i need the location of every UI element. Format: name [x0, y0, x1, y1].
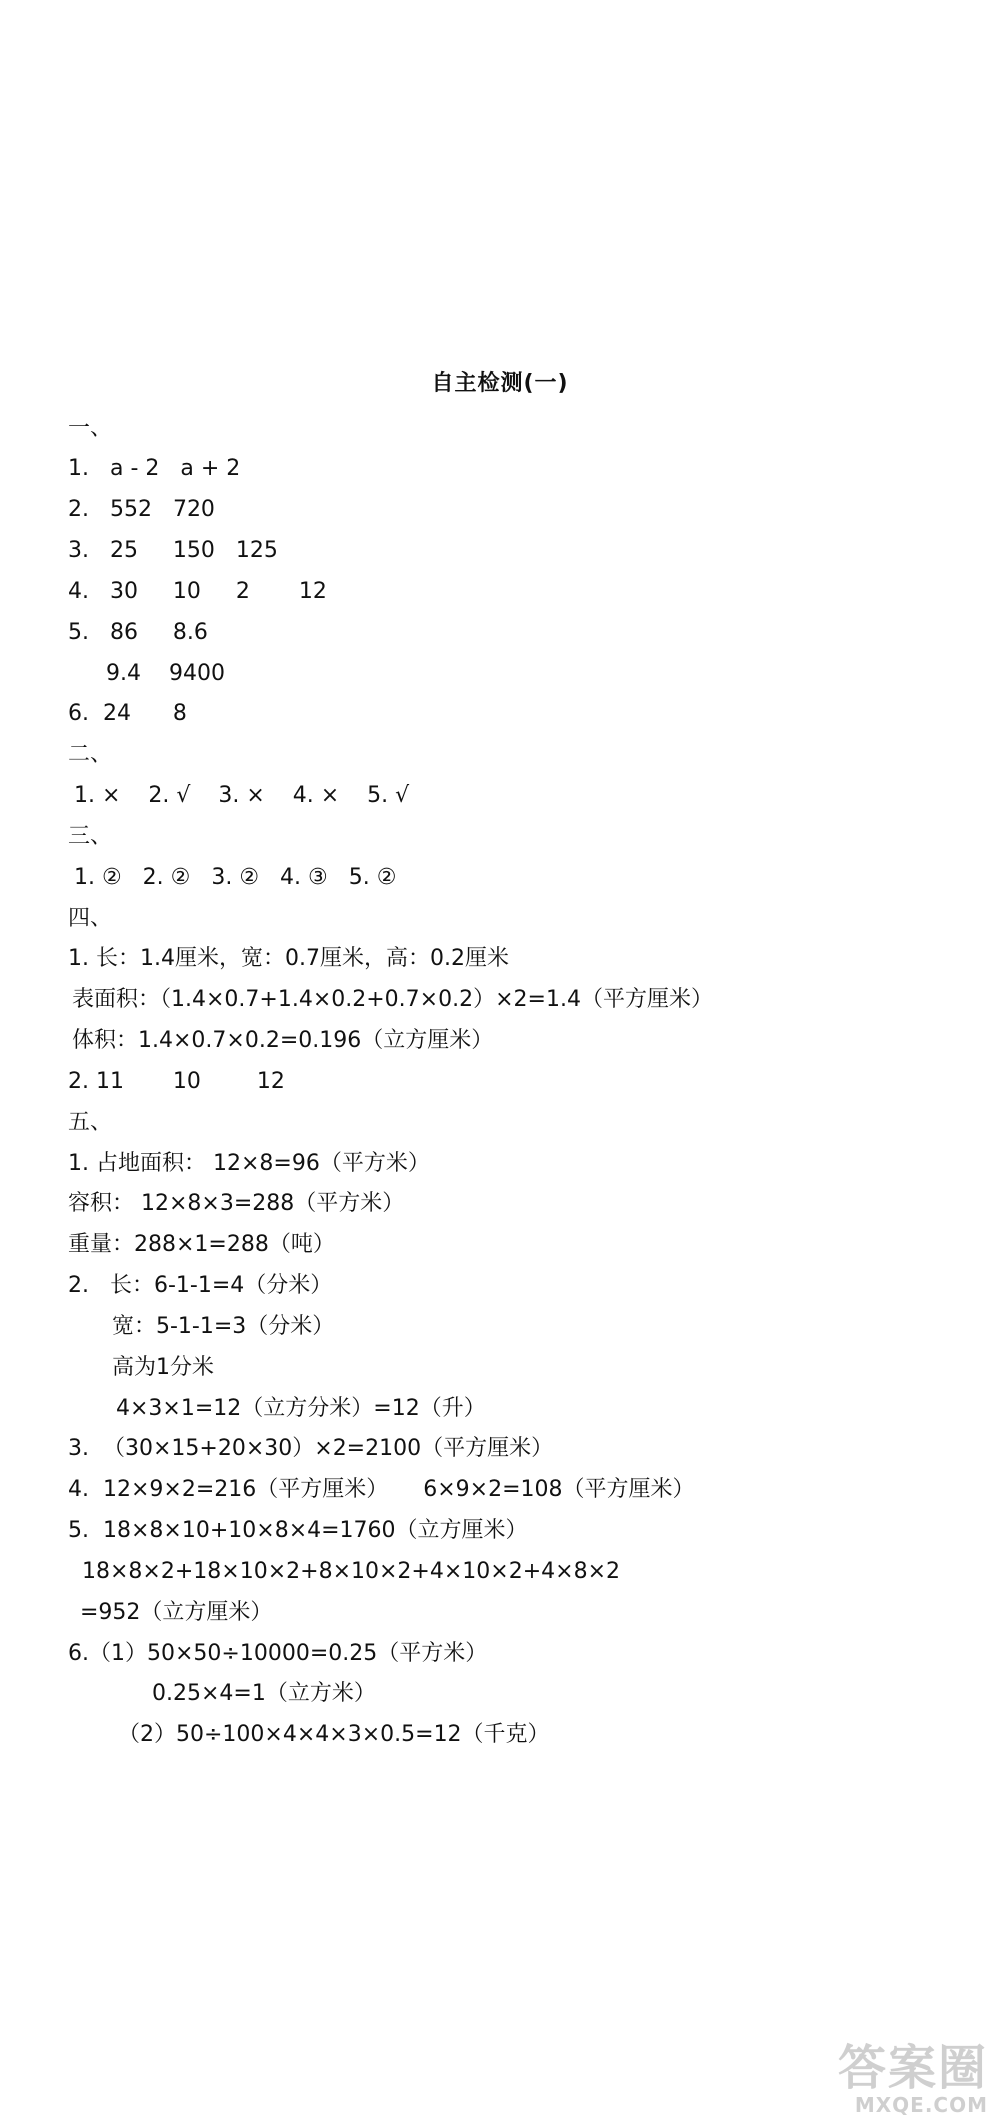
answer-line: 1. a - 2 a + 2 — [68, 456, 241, 481]
answer-line: 4×3×1=12（立方分米）=12（升） — [116, 1396, 486, 1421]
watermark-logo-text: 答案圈 — [837, 2040, 988, 2096]
answer-line: 1. × 2. √ 3. × 4. × 5. √ — [74, 783, 410, 808]
section-header-2: 二、 — [68, 742, 113, 767]
answer-line: （2）50÷100×4×4×3×0.5=12（千克） — [118, 1722, 550, 1747]
section-header-1: 一、 — [68, 416, 113, 441]
answer-line: 3. 25 150 125 — [68, 538, 278, 563]
answer-line: 4. 30 10 2 12 — [68, 579, 327, 604]
answer-line: 5. 86 8.6 — [68, 620, 208, 645]
answer-line: 2. 11 10 12 — [68, 1069, 285, 1094]
answer-line: 高为1分米 — [112, 1355, 214, 1380]
answer-line: 1. 占地面积： 12×8=96（平方米） — [68, 1151, 430, 1176]
answer-line: 重量：288×1=288（吨） — [68, 1232, 335, 1257]
answer-line: 1. ② 2. ② 3. ② 4. ③ 5. ② — [74, 865, 397, 890]
answer-line: 18×8×2+18×10×2+8×10×2+4×10×2+4×8×2 — [82, 1559, 621, 1584]
answer-line: 容积： 12×8×3=288（平方米） — [68, 1191, 405, 1216]
answer-line: 2. 长：6-1-1=4（分米） — [68, 1273, 333, 1298]
answer-line: 2. 552 720 — [68, 497, 215, 522]
answer-line: 5. 18×8×10+10×8×4=1760（立方厘米） — [68, 1518, 528, 1543]
watermark-url: MXQE.COM — [854, 2093, 988, 2117]
site-watermark — [788, 2042, 988, 2120]
answer-line: 6.（1）50×50÷10000=0.25（平方米） — [68, 1641, 488, 1666]
answer-line: 4. 12×9×2=216（平方厘米） 6×9×2=108（平方厘米） — [68, 1477, 695, 1502]
answer-line: 6. 24 8 — [68, 701, 187, 726]
answer-line: 3. （30×15+20×30）×2=2100（平方厘米） — [68, 1436, 554, 1461]
section-header-5: 五、 — [68, 1110, 113, 1135]
page-title: 自主检测(一) — [431, 371, 569, 396]
section-header-4: 四、 — [68, 906, 113, 931]
answer-line: 表面积：（1.4×0.7+1.4×0.2+0.7×0.2）×2=1.4（平方厘米） — [72, 987, 713, 1012]
answer-line: 宽：5-1-1=3（分米） — [112, 1314, 335, 1339]
answer-line: 0.25×4=1（立方米） — [152, 1681, 376, 1706]
answer-line: =952（立方厘米） — [80, 1600, 273, 1625]
answer-line: 9.4 9400 — [106, 661, 225, 686]
answer-line: 1. 长：1.4厘米，宽：0.7厘米，高：0.2厘米 — [68, 946, 509, 971]
section-header-3: 三、 — [68, 824, 113, 849]
answer-line: 体积：1.4×0.7×0.2=0.196（立方厘米） — [72, 1028, 494, 1053]
